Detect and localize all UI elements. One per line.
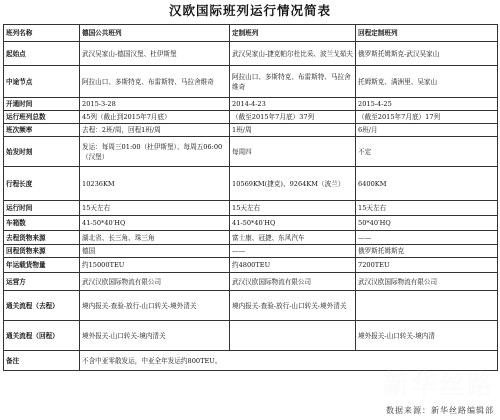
row-label: 班次频率 — [4, 124, 80, 137]
row-label: 开通时间 — [4, 98, 80, 111]
row-label: 行程长度 — [4, 167, 80, 201]
row-cell: 15天左右 — [356, 201, 498, 216]
row-label: 通关流程（回程） — [4, 321, 80, 351]
header-cell-return: 回程定制班列 — [356, 25, 498, 42]
row-cell — [356, 291, 498, 321]
row-label: 运行班列总数 — [4, 111, 80, 124]
table-row — [4, 167, 498, 201]
table-row — [4, 66, 498, 98]
row-cell: 7200TEU — [356, 258, 498, 273]
table-row — [4, 201, 498, 216]
row-cell: 不定 — [356, 137, 498, 167]
table-row — [4, 245, 498, 258]
row-cell: 武汉汉欧国际物流有限公司 — [356, 273, 498, 291]
row-cell: 41-50*40′HQ — [230, 216, 356, 231]
header-cell-custom: 定制班列 — [230, 25, 356, 42]
table-row — [4, 231, 498, 245]
row-cell: 阿拉山口、多斯特克、布雷斯特、马拉舍维奇 — [80, 66, 230, 98]
table-row — [4, 273, 498, 291]
row-cell: 6班/月 — [356, 124, 498, 137]
source-caption: 数据来源：新华丝路编辑部 — [386, 406, 494, 415]
row-cell: 德国 — [80, 245, 230, 258]
row-cell: （截至2015年7月底）37列 — [230, 111, 356, 124]
row-cell: 2015-4-25 — [356, 98, 498, 111]
row-cell: 15天左右 — [230, 201, 356, 216]
row-cell: 境外报关-山口转关-境内清关 — [80, 321, 230, 351]
row-cell: 41-50*40′HQ — [80, 216, 230, 231]
table-row — [4, 137, 498, 167]
row-cell: 境外报关-山口转关-境内清 — [356, 321, 498, 351]
row-label: 去程货物来源 — [4, 231, 80, 245]
row-cell — [230, 321, 356, 351]
row-cell: 2014-4-23 — [230, 98, 356, 111]
row-cell: 发运：每周三01:00（杜伊斯堡）、每周五06:00（汉堡） — [80, 137, 230, 167]
row-cell: 约4800TEU — [230, 258, 356, 273]
row-label: 起始点 — [4, 42, 80, 66]
row-cell: 15天左右 — [80, 201, 230, 216]
row-cell: 武汉汉欧国际物流有限公司 — [230, 273, 356, 291]
row-cell: 阿拉山口、多斯特克、布雷斯特、马拉舍维奇 — [230, 66, 356, 98]
row-cell: 10236KM — [80, 167, 230, 201]
row-cell: 每周四 — [230, 137, 356, 167]
row-label: 始发时刻 — [4, 137, 80, 167]
row-cell: 武汉吴家山-德国汉堡、杜伊斯堡 — [80, 42, 230, 66]
note-label: 备注 — [4, 351, 80, 371]
watermark-logo: 新华丝路 — [382, 371, 495, 401]
row-cell: 托姆斯克、满洲里、吴家山 — [356, 66, 498, 98]
row-cell: 武汉吴家山-捷克帕尔杜比采、波兰戈茹夫 — [230, 42, 356, 66]
header-cell-public: 德国公共班列 — [80, 25, 230, 42]
row-cell: 约15000TEU — [80, 258, 230, 273]
row-cell: 45列（截止到2015年7月底） — [80, 111, 230, 124]
header-cell-name: 班列名称 — [4, 25, 80, 42]
row-label: 年运载货物量 — [4, 258, 80, 273]
row-cell: 去程：2班/周，回程1班/周 — [80, 124, 230, 137]
table-row — [4, 124, 498, 137]
row-cell: 武汉汉欧国际物流有限公司 — [80, 273, 230, 291]
row-cell: —— — [230, 245, 356, 258]
table-row — [4, 42, 498, 66]
table-row — [4, 258, 498, 273]
row-label: 车箱数 — [4, 216, 80, 231]
row-cell: 富士康、冠捷、东风汽车 — [230, 231, 356, 245]
row-label: 运营方 — [4, 273, 80, 291]
row-cell: 6400KM — [356, 167, 498, 201]
row-label: 运行时间 — [4, 201, 80, 216]
train-summary-table — [3, 24, 498, 371]
row-cell: （截至2015年7月底）17列 — [356, 111, 498, 124]
table-row — [4, 291, 498, 321]
note-row — [4, 351, 498, 371]
row-cell: —— — [356, 231, 498, 245]
row-cell: 50*40′HQ — [356, 216, 498, 231]
row-cell: 湖北省、长三角、珠三角 — [80, 231, 230, 245]
row-label: 回程货物来源 — [4, 245, 80, 258]
row-label: 通关流程（去程） — [4, 291, 80, 321]
note-text: 不含中亚零散发运，中亚全年发运约800TEU。 — [80, 351, 498, 371]
table-row — [4, 321, 498, 351]
row-cell: 10569KM(捷克)、9264KM（波兰） — [230, 167, 356, 201]
table-row — [4, 216, 498, 231]
row-cell: 2015-3-28 — [80, 98, 230, 111]
row-cell: 俄罗斯托姆斯克 — [356, 245, 498, 258]
row-cell: 1班/周 — [230, 124, 356, 137]
table-row — [4, 111, 498, 124]
row-cell: 俄罗斯托姆斯克-武汉吴家山 — [356, 42, 498, 66]
table-row — [4, 98, 498, 111]
table-header-row — [4, 25, 498, 42]
row-cell: 境内报关-查验-放行-山口转关-境外清关 — [80, 291, 230, 321]
page-title: 汉欧国际班列运行情况简表 — [168, 3, 331, 18]
row-label: 中途节点 — [4, 66, 80, 98]
row-cell: 境内报关-查验-放行-山口转关-境外清关 — [230, 291, 356, 321]
